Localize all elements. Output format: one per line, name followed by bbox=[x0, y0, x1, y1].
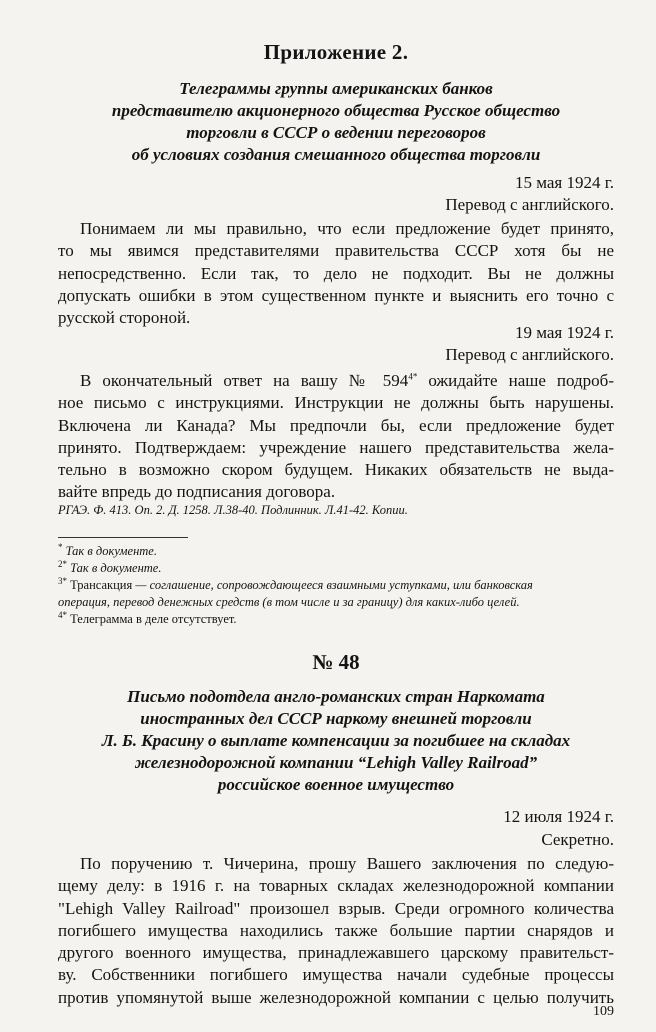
footnotes bbox=[58, 543, 614, 628]
text-line: Понимаем ли мы правильно, что если предложение будет принято, bbox=[80, 219, 614, 238]
footnote-mark: 4* bbox=[58, 609, 67, 620]
text-line: погибшего имущества находились также большие партии снарядов и bbox=[58, 920, 614, 940]
telegram2-translation-note: Перевод с английского. bbox=[445, 345, 614, 364]
footnote bbox=[58, 543, 614, 560]
text-line: По поручению т. Чичерина, прошу Вашего заключения по следую- bbox=[80, 854, 614, 873]
text-line: непосредственно. Если так, то дело не подходит. Вы не должны bbox=[58, 263, 614, 283]
telegram2-text bbox=[58, 370, 614, 504]
document-heading bbox=[58, 686, 614, 796]
footnote-divider bbox=[58, 537, 188, 538]
heading-line: Письмо подотдела англо-романских стран Наркомата bbox=[127, 687, 545, 706]
telegram1-translation-note: Перевод с английского. bbox=[445, 195, 614, 214]
text-line: ное письмо с инструкциями. Инструкции не должны быть нарушены. bbox=[58, 393, 614, 413]
text-segment: ожидайте наше подроб- bbox=[417, 371, 614, 390]
footnote-text: Телеграмма в деле отсутствует. bbox=[70, 612, 237, 626]
text-line: то мы явимся представителями правительства СССР хотя бы не bbox=[58, 241, 614, 261]
text-segment: В окончательный ответ на вашу № 594 bbox=[80, 371, 409, 390]
document-number: № 48 bbox=[312, 650, 360, 674]
footnote bbox=[58, 577, 614, 594]
text-line: Включена ли Канада? Мы предпочли бы, если предложение будет bbox=[58, 415, 614, 435]
text-line: принято. Подтверждаем: учреждение нашего представительства жела- bbox=[58, 437, 614, 457]
archive-source: РГАЭ. Ф. 413. Оп. 2. Д. 1258. Л.38-40. Подлинник. Л.41-42. Копии. bbox=[58, 503, 408, 517]
text-line: щему делу: в 1916 г. на товарных складах железнодорожной компании bbox=[58, 876, 614, 896]
footnote bbox=[58, 560, 614, 577]
heading-line: российское военное имущество bbox=[217, 775, 455, 794]
telegram1-date: 15 мая 1924 г. bbox=[514, 173, 614, 192]
footnote-text: Так в документе. bbox=[70, 561, 162, 575]
footnote-text: — соглашение, сопровождающееся взаимными уступками, или банковская bbox=[132, 578, 533, 592]
text-line: другого военного имущества, принадлежавшего царскому правительст- bbox=[58, 943, 614, 963]
footnote-mark: * bbox=[58, 541, 63, 552]
footnote-term: Трансакция bbox=[70, 578, 133, 592]
telegram2-date: 19 мая 1924 г. bbox=[514, 323, 614, 342]
text-line: против упомянутой выше железнодорожной компании с целью получить bbox=[58, 987, 614, 1007]
text-line bbox=[58, 370, 614, 392]
footnote-mark: 3* bbox=[58, 575, 67, 586]
heading-line: Телеграммы группы американских банков bbox=[179, 79, 493, 98]
heading-line: железнодорожной компании “Lehigh Valley Railroad” bbox=[134, 753, 538, 772]
telegram1-text bbox=[58, 218, 614, 329]
heading-line: иностранных дел СССР наркому внешней торговли bbox=[140, 709, 532, 728]
heading-line: Л. Б. Красину о выплате компенсации за погибшее на складах bbox=[101, 731, 571, 750]
footnote-mark: 2* bbox=[58, 558, 67, 569]
appendix-heading bbox=[58, 78, 614, 166]
text-line: вайте впредь до подписания договора. bbox=[58, 482, 336, 502]
text-line: ву. Собственники погибшего имущества начали судебные процессы bbox=[58, 965, 614, 985]
text-line: допускать ошибки в этом существенном пункте и выяснить его точно с bbox=[58, 285, 614, 305]
document-classification: Секретно. bbox=[541, 830, 614, 849]
heading-line: об условиях создания смешанного общества торговли bbox=[131, 145, 541, 164]
footnote-ref: 4* bbox=[408, 371, 418, 382]
heading-line: торговли в СССР о ведении переговоров bbox=[186, 123, 486, 142]
document-date: 12 июля 1924 г. bbox=[503, 807, 614, 826]
heading-line: представителю акционерного общества Русское общество bbox=[111, 101, 561, 120]
footnote bbox=[58, 611, 614, 628]
text-line: "Lehigh Valley Railroad" произошел взрыв. Среди огромного количества bbox=[58, 898, 614, 918]
page-number: 109 bbox=[593, 1004, 614, 1019]
appendix-title: Приложение 2. bbox=[263, 40, 409, 64]
document-text bbox=[58, 853, 614, 1009]
text-line: русской стороной. bbox=[58, 308, 191, 328]
footnote-continuation: операция, перевод денежных средств (в том числе и за границу) для каких-либо целей. bbox=[58, 595, 520, 609]
footnote-text: Так в документе. bbox=[65, 544, 157, 558]
text-line: тельно в возможно скором будущем. Никаких обязательств не выда- bbox=[58, 460, 614, 480]
